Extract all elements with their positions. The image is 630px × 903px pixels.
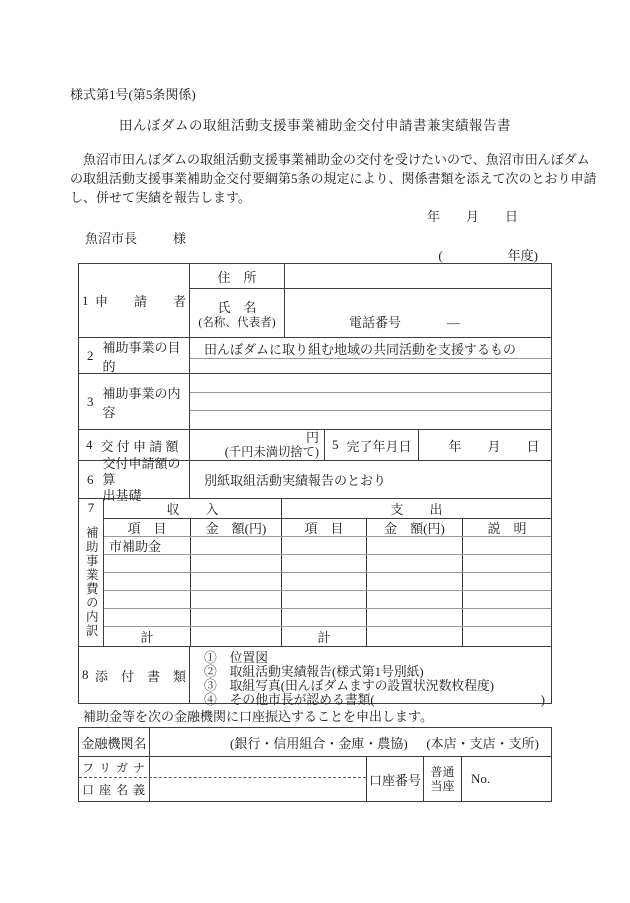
breakdown-data-row — [104, 554, 551, 572]
account-type-current: 当座 — [430, 779, 455, 793]
form-number: 様式第1号(第5条関係) — [70, 87, 196, 102]
basis-row-number: 6 — [87, 471, 94, 487]
addressee-name: 魚沼市長 — [85, 231, 138, 246]
attachment-item-4-close-paren: ) — [540, 693, 545, 707]
amount-unit: 円 — [305, 430, 319, 445]
phone-label: 電話番号 — [349, 315, 402, 330]
breakdown-header-row — [104, 499, 551, 518]
expense-desc-1 — [462, 537, 551, 554]
income-amount-1 — [190, 537, 281, 554]
income-item-1: 市補助金 — [109, 539, 162, 554]
address-input-cell — [284, 264, 551, 288]
expense-item-4 — [281, 591, 366, 608]
expense-total-desc — [462, 627, 551, 646]
attachments-list — [189, 647, 551, 707]
account-number-prefix: No. — [471, 771, 491, 786]
row-breakdown — [79, 498, 551, 646]
attachment-item-1: ① 位置図 — [204, 651, 268, 665]
contents-line-2 — [190, 392, 551, 411]
name-sublabel: (名称、代表者) — [198, 315, 276, 329]
expense-desc-3 — [462, 573, 551, 590]
purpose-value: 田んぼダムに取り組む地域の共同活動を支援するもの — [204, 341, 517, 357]
amount-input-cell — [189, 430, 324, 460]
date-line: 年 月 日 — [426, 209, 518, 224]
bank-institution-row — [79, 728, 551, 756]
expense-amount-4 — [366, 591, 462, 608]
name-label-cell — [190, 289, 284, 337]
expense-amount-5 — [366, 609, 462, 626]
breakdown-grid — [103, 499, 551, 646]
addressee-honorific: 様 — [173, 231, 187, 246]
address-label: 住 所 — [217, 269, 257, 285]
expense-amount-1 — [366, 537, 462, 554]
account-name-block — [79, 757, 366, 801]
applicant-label: 申 請 者 — [94, 294, 186, 309]
name-input-cell — [284, 289, 551, 337]
expense-item-1 — [281, 537, 366, 554]
name-label: 氏 名 — [217, 299, 257, 315]
expense-item-5 — [281, 609, 366, 626]
income-item-2 — [104, 555, 190, 572]
income-amount-2 — [190, 555, 281, 572]
row-attachments — [79, 646, 551, 707]
purpose-blank-line — [190, 358, 551, 373]
row-basis — [79, 455, 551, 503]
breakdown-data-row — [104, 572, 551, 590]
amount-label: 交 付 申 請 額 — [100, 438, 179, 454]
purpose-row-number: 2 — [87, 347, 94, 363]
attachment-item-2: ② 取組活動実績報告(様式第1号別紙) — [204, 665, 424, 679]
attachments-label: 添 付 書 類 — [94, 668, 186, 684]
income-amount-4 — [190, 591, 281, 608]
bank-account-row — [79, 756, 551, 801]
branch-type-options: (本店・支店・支所) — [426, 735, 539, 751]
completion-label-cell — [324, 430, 418, 460]
institution-input-cell — [149, 728, 551, 756]
basis-label-line2: 出基礎 — [102, 487, 142, 503]
application-table — [78, 263, 552, 707]
contents-label-cell — [79, 374, 189, 429]
account-number-label: 口座番号 — [366, 757, 423, 801]
contents-label: 補助事業の内容 — [102, 385, 181, 420]
expense-item-2 — [281, 555, 366, 572]
breakdown-row-number: 7 — [87, 500, 95, 515]
income-total-amount — [190, 627, 281, 646]
expense-desc-2 — [462, 555, 551, 572]
row-contents — [79, 373, 551, 429]
account-name-subrow — [79, 777, 366, 801]
amount-note: (千円未満切捨て) — [224, 445, 319, 459]
income-item-5 — [104, 609, 190, 626]
income-amount-header: 金 額(円) — [190, 519, 281, 536]
breakdown-side-label-text: 補助事業費の内訳 — [84, 525, 99, 638]
expense-total-label: 計 — [281, 627, 366, 646]
basis-label-line1: 交付申請額の算 — [102, 455, 181, 487]
expense-amount-header: 金 額(円) — [366, 519, 462, 536]
expense-total-amount — [366, 627, 462, 646]
income-header: 収 入 — [166, 502, 219, 517]
institution-type-options: (銀行・信用組合・金庫・農協) — [230, 735, 408, 751]
income-amount-5 — [190, 609, 281, 626]
expense-amount-3 — [366, 573, 462, 590]
phone-dash: ― — [447, 315, 461, 330]
row-purpose — [79, 337, 551, 373]
account-type-cell — [423, 757, 461, 801]
row-applicant — [79, 264, 551, 337]
attachment-item-4 — [204, 693, 545, 707]
attachment-item-4-text: ④ その他市長が認める書類( — [204, 693, 375, 707]
breakdown-side-label — [79, 517, 103, 646]
intro-paragraph — [70, 151, 597, 207]
expense-item-3 — [281, 573, 366, 590]
purpose-label-cell — [79, 338, 189, 373]
fiscal-year-line: ( 年度) — [438, 248, 538, 263]
intro-line-2: の取組活動支援事業補助金交付要綱第5条の規定により、関係書類を添えて次のとおり申請 — [70, 170, 597, 186]
income-item-3 — [104, 573, 190, 590]
purpose-label: 補助事業の目的 — [102, 339, 181, 374]
account-name-input-cell — [149, 778, 366, 801]
name-subrow — [190, 288, 551, 337]
furigana-input-cell — [149, 757, 366, 777]
income-amount-3 — [190, 573, 281, 590]
attachment-item-3: ③ 取組写真(田んぼダムますの設置状況数枚程度) — [204, 679, 495, 693]
purpose-value-block — [189, 338, 551, 373]
transfer-note: 補助金等を次の金融機関に口座振込することを申出します。 — [70, 709, 433, 724]
applicant-label-cell — [79, 264, 189, 337]
breakdown-subheader-row — [104, 518, 551, 536]
furigana-subrow — [79, 757, 366, 777]
basis-label-cell — [79, 455, 189, 503]
account-type-options — [430, 765, 454, 793]
institution-label: 金融機関名 — [81, 735, 147, 751]
amount-row-number: 4 — [86, 437, 93, 452]
breakdown-total-row — [104, 626, 551, 646]
breakdown-side-column — [79, 499, 103, 646]
contents-line-1 — [190, 374, 551, 392]
completion-label: 完了年月日 — [346, 438, 412, 454]
expense-header: 支 出 — [281, 499, 551, 518]
account-name-label: 口 座 名 義 — [81, 783, 146, 797]
breakdown-data-row — [104, 590, 551, 608]
expense-desc-header: 説 明 — [462, 519, 551, 536]
applicant-row-number: 1 — [81, 292, 89, 308]
attachments-row-number: 8 — [81, 667, 89, 682]
furigana-label: フ リ ガ ナ — [81, 760, 146, 775]
contents-value-block — [189, 374, 551, 429]
contents-row-number: 3 — [87, 393, 94, 409]
expense-amount-2 — [366, 555, 462, 572]
intro-line-3: し、併せて実績を報告します。 — [70, 189, 251, 205]
expense-item-header: 項 目 — [281, 519, 366, 536]
breakdown-data-row — [104, 608, 551, 626]
account-number-input-cell — [461, 757, 551, 801]
expense-desc-4 — [462, 591, 551, 608]
contents-line-3 — [190, 410, 551, 429]
bank-table — [78, 727, 552, 802]
applicant-right-block — [189, 264, 551, 337]
account-type-ordinary: 普通 — [430, 765, 455, 779]
completion-date-cell: 年 月 日 — [418, 430, 551, 460]
basis-label — [103, 456, 190, 504]
address-subrow — [190, 264, 551, 288]
income-item-header: 項 目 — [127, 521, 167, 536]
income-total-label: 計 — [140, 630, 154, 645]
intro-line-1: 魚沼市田んぼダムの取組活動支援事業補助金の交付を受けたいので、魚沼市田んぼダム — [70, 152, 590, 167]
income-item-4 — [104, 591, 190, 608]
basis-value: 別紙取組活動実績報告のとおり — [189, 461, 551, 498]
attachments-label-cell — [79, 647, 189, 703]
completion-row-number: 5 — [332, 437, 339, 452]
expense-desc-5 — [462, 609, 551, 626]
breakdown-data-row — [104, 536, 551, 554]
document-title: 田んぼダムの取組活動支援事業補助金交付申請書兼実績報告書 — [119, 118, 511, 133]
